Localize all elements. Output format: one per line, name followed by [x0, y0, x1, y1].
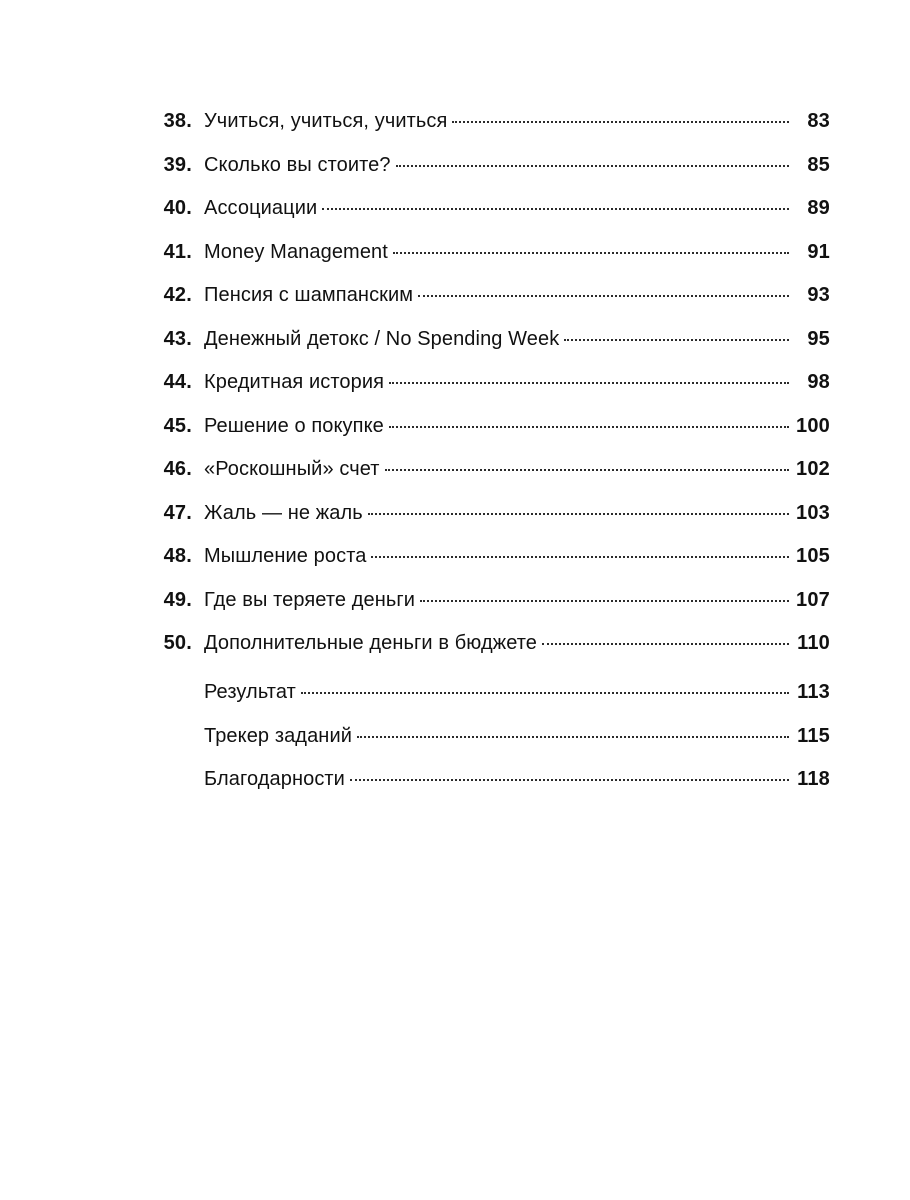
toc-entry[interactable]: [140, 241, 830, 264]
toc-entry-page: 110: [797, 632, 830, 654]
toc-entry-number: 44.: [163, 371, 192, 393]
toc-entry-title: Сколько вы стоите?: [204, 153, 391, 176]
toc-entry-page: 105: [796, 545, 830, 567]
toc-entry-title: Мышление роста: [204, 545, 367, 567]
toc-dot-leader: [564, 338, 789, 341]
toc-entry[interactable]: [140, 502, 830, 525]
toc-entry-title: Учиться, учиться, учиться: [204, 110, 448, 132]
toc-entry-number: 40.: [163, 197, 192, 219]
toc-dot-leader: [385, 468, 789, 471]
toc-entry-page: 102: [796, 458, 830, 480]
toc-dot-leader: [420, 599, 789, 602]
toc-entry-page: 118: [797, 768, 830, 790]
toc-entry-number: 45.: [163, 414, 192, 437]
toc-dot-leader: [368, 512, 789, 515]
toc-dot-leader: [357, 735, 789, 738]
toc-entry-title: Денежный детокс / No Spending Week: [204, 327, 560, 350]
toc-dot-leader: [393, 251, 789, 254]
toc-dot-leader: [389, 381, 789, 384]
toc-entry-page: 100: [796, 414, 830, 437]
toc-entry[interactable]: [140, 154, 830, 177]
toc-dot-leader: [371, 555, 789, 558]
toc-entry-number: 48.: [163, 545, 192, 567]
toc-entry-number: 42.: [163, 284, 192, 306]
toc-entry[interactable]: [140, 415, 830, 438]
toc-entry-title: Трекер заданий: [204, 724, 352, 747]
toc-dot-leader: [542, 642, 789, 645]
toc-entry-page: 85: [807, 153, 830, 176]
toc-entry[interactable]: [140, 768, 830, 791]
toc-entry-title: Кредитная история: [204, 371, 385, 393]
toc-entry[interactable]: [140, 681, 830, 704]
toc-entry-title: Результат: [204, 681, 296, 703]
toc-entry-number: 38.: [163, 110, 192, 132]
toc-entry-title: Где вы теряете деньги: [204, 588, 416, 611]
toc-dot-leader: [418, 294, 789, 297]
toc-dot-leader: [350, 778, 789, 781]
toc-entry-page: 83: [807, 110, 830, 132]
toc-entry-page: 93: [807, 284, 830, 306]
toc-entry[interactable]: [140, 589, 830, 612]
toc-entry-page: 107: [796, 588, 830, 611]
toc-entry-page: 115: [797, 724, 830, 747]
toc-entry-title: «Роскошный» счет: [204, 458, 380, 480]
toc-entry-number: 39.: [163, 153, 192, 176]
toc-entry-title: Благодарности: [204, 768, 345, 790]
toc-entry-page: 91: [807, 240, 830, 263]
toc-dot-leader: [389, 425, 789, 428]
toc-entry[interactable]: [140, 632, 830, 655]
toc-dot-leader: [301, 691, 789, 694]
toc-entry-number: 49.: [163, 588, 192, 611]
toc-entry-title: Пенсия с шампанским: [204, 284, 414, 306]
toc-entry[interactable]: [140, 458, 830, 481]
toc-entry[interactable]: [140, 110, 830, 133]
toc-entry-number: 43.: [163, 327, 192, 350]
toc-entry-number: 46.: [163, 458, 192, 480]
toc-dot-leader: [452, 120, 789, 123]
toc-dot-leader: [396, 164, 789, 167]
toc-entry-number: 50.: [163, 632, 192, 654]
toc-entry-number: 47.: [163, 501, 192, 524]
toc-entry[interactable]: [140, 545, 830, 568]
toc-entry-number: 41.: [163, 240, 192, 263]
toc-entry-title: Решение о покупке: [204, 414, 384, 437]
toc-entry-page: 103: [796, 501, 830, 524]
toc-entry[interactable]: [140, 371, 830, 394]
toc-entry[interactable]: [140, 197, 830, 220]
toc-entry-title: Дополнительные деньги в бюджете: [204, 632, 538, 654]
toc-entry[interactable]: [140, 284, 830, 307]
toc-entry[interactable]: [140, 328, 830, 351]
toc-entry[interactable]: [140, 725, 830, 748]
toc-entry-title: Жаль — не жаль: [204, 501, 363, 524]
table-of-contents: [140, 110, 830, 791]
toc-entry-title: Ассоциации: [204, 197, 318, 219]
toc-entry-page: 95: [807, 327, 830, 350]
toc-entry-page: 113: [797, 681, 830, 703]
toc-entry-page: 98: [807, 371, 830, 393]
toc-entry-title: Money Management: [204, 240, 388, 263]
toc-entry-page: 89: [807, 197, 830, 219]
toc-dot-leader: [322, 207, 789, 210]
